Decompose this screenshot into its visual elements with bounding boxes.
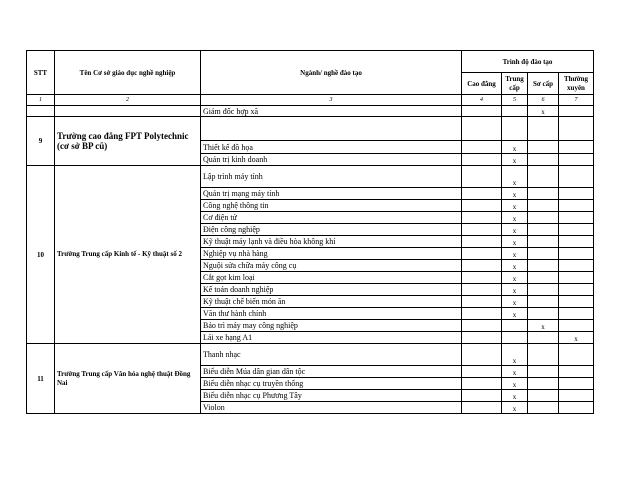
mark-trung-cap bbox=[502, 320, 528, 332]
column-number: 2 bbox=[55, 95, 201, 106]
mark-trung-cap: x bbox=[502, 308, 528, 320]
mark-so-cap bbox=[528, 366, 559, 378]
mark-cao-dang bbox=[462, 344, 502, 366]
mark-thuong-xuyen bbox=[559, 296, 594, 308]
mark-thuong-xuyen bbox=[559, 284, 594, 296]
mark-so-cap bbox=[528, 188, 559, 200]
training-table bbox=[26, 50, 594, 414]
major-cell bbox=[201, 117, 462, 141]
table-row bbox=[27, 117, 594, 141]
major-cell: Biểu diễn nhạc cụ Phương Tây bbox=[201, 390, 462, 402]
mark-so-cap bbox=[528, 166, 559, 188]
mark-cao-dang bbox=[462, 296, 502, 308]
mark-thuong-xuyen bbox=[559, 308, 594, 320]
mark-so-cap bbox=[528, 332, 559, 344]
mark-thuong-xuyen bbox=[559, 224, 594, 236]
mark-cao-dang bbox=[462, 224, 502, 236]
mark-cao-dang bbox=[462, 106, 502, 117]
mark-thuong-xuyen bbox=[559, 272, 594, 284]
column-number: 6 bbox=[528, 95, 559, 106]
mark-so-cap bbox=[528, 200, 559, 212]
major-cell: Quản trị kinh doanh bbox=[201, 154, 462, 166]
column-number: 3 bbox=[201, 95, 462, 106]
major-cell: Cắt gọt kim loại bbox=[201, 272, 462, 284]
mark-trung-cap: x bbox=[502, 390, 528, 402]
mark-trung-cap: x bbox=[502, 260, 528, 272]
mark-trung-cap: x bbox=[502, 272, 528, 284]
mark-cao-dang bbox=[462, 212, 502, 224]
header-so-cap: Sơ cấp bbox=[528, 73, 559, 95]
stt-cell: 10 bbox=[27, 166, 55, 344]
major-cell: Lập trình máy tính bbox=[201, 166, 462, 188]
mark-thuong-xuyen bbox=[559, 390, 594, 402]
mark-trung-cap bbox=[502, 332, 528, 344]
mark-so-cap bbox=[528, 390, 559, 402]
mark-trung-cap: x bbox=[502, 188, 528, 200]
mark-thuong-xuyen bbox=[559, 320, 594, 332]
mark-thuong-xuyen bbox=[559, 344, 594, 366]
mark-so-cap bbox=[528, 402, 559, 414]
mark-trung-cap: x bbox=[502, 224, 528, 236]
major-cell: Biểu diễn nhạc cụ truyền thống bbox=[201, 378, 462, 390]
mark-thuong-xuyen bbox=[559, 378, 594, 390]
mark-cao-dang bbox=[462, 188, 502, 200]
mark-cao-dang bbox=[462, 236, 502, 248]
table-row bbox=[27, 344, 594, 366]
mark-cao-dang bbox=[462, 117, 502, 141]
major-cell: Điện công nghiệp bbox=[201, 224, 462, 236]
mark-trung-cap: x bbox=[502, 248, 528, 260]
mark-so-cap: x bbox=[528, 320, 559, 332]
mark-cao-dang bbox=[462, 308, 502, 320]
mark-so-cap bbox=[528, 260, 559, 272]
header-school: Tên Cơ sở giáo dục nghề nghiệp bbox=[55, 51, 201, 95]
mark-so-cap bbox=[528, 308, 559, 320]
school-cell bbox=[55, 106, 201, 117]
mark-trung-cap: x bbox=[502, 200, 528, 212]
school-cell: Trường Trung cấp Văn hóa nghệ thuật Đồng Nai bbox=[55, 344, 201, 414]
major-cell: Bảo trì máy may công nghiệp bbox=[201, 320, 462, 332]
major-cell: Kỹ thuật máy lạnh và điều hòa không khí bbox=[201, 236, 462, 248]
major-cell: Lái xe hạng A1 bbox=[201, 332, 462, 344]
mark-trung-cap: x bbox=[502, 236, 528, 248]
mark-thuong-xuyen bbox=[559, 260, 594, 272]
header-trung-cap: Trung cấp bbox=[502, 73, 528, 95]
mark-thuong-xuyen bbox=[559, 166, 594, 188]
mark-trung-cap: x bbox=[502, 154, 528, 166]
major-cell: Biểu diễn Múa dân gian dân tộc bbox=[201, 366, 462, 378]
mark-so-cap bbox=[528, 344, 559, 366]
school-cell: Trường Trung cấp Kinh tế - Kỹ thuật số 2 bbox=[55, 166, 201, 344]
mark-so-cap bbox=[528, 236, 559, 248]
column-number: 1 bbox=[27, 95, 55, 106]
mark-so-cap bbox=[528, 296, 559, 308]
header-level-group: Trình độ đào tạo bbox=[462, 51, 594, 73]
mark-so-cap bbox=[528, 154, 559, 166]
mark-so-cap bbox=[528, 378, 559, 390]
mark-cao-dang bbox=[462, 272, 502, 284]
major-cell: Nghiệp vụ nhà hàng bbox=[201, 248, 462, 260]
mark-so-cap: x bbox=[528, 106, 559, 117]
header-stt: STT bbox=[27, 51, 55, 95]
mark-thuong-xuyen bbox=[559, 212, 594, 224]
mark-thuong-xuyen bbox=[559, 141, 594, 154]
major-cell: Nguội sửa chữa máy công cụ bbox=[201, 260, 462, 272]
mark-trung-cap: x bbox=[502, 402, 528, 414]
mark-trung-cap: x bbox=[502, 296, 528, 308]
mark-so-cap bbox=[528, 272, 559, 284]
major-cell: Văn thư hành chính bbox=[201, 308, 462, 320]
mark-trung-cap: x bbox=[502, 344, 528, 366]
mark-so-cap bbox=[528, 248, 559, 260]
stt-cell bbox=[27, 106, 55, 117]
mark-trung-cap bbox=[502, 106, 528, 117]
major-cell: Kỹ thuật chế biến món ăn bbox=[201, 296, 462, 308]
mark-trung-cap: x bbox=[502, 378, 528, 390]
major-cell: Cơ điện tử bbox=[201, 212, 462, 224]
mark-cao-dang bbox=[462, 166, 502, 188]
school-cell: Trường cao đẳng FPT Polytechnic (cơ sở BP cũ) bbox=[55, 117, 201, 166]
mark-trung-cap: x bbox=[502, 366, 528, 378]
mark-so-cap bbox=[528, 141, 559, 154]
mark-cao-dang bbox=[462, 141, 502, 154]
mark-cao-dang bbox=[462, 378, 502, 390]
mark-thuong-xuyen bbox=[559, 188, 594, 200]
column-number: 7 bbox=[559, 95, 594, 106]
mark-trung-cap: x bbox=[502, 284, 528, 296]
header-thuong-xuyen: Thường xuyên bbox=[559, 73, 594, 95]
major-cell: Công nghệ thông tin bbox=[201, 200, 462, 212]
mark-cao-dang bbox=[462, 248, 502, 260]
mark-so-cap bbox=[528, 212, 559, 224]
mark-trung-cap: x bbox=[502, 141, 528, 154]
major-cell: Thanh nhạc bbox=[201, 344, 462, 366]
mark-cao-dang bbox=[462, 200, 502, 212]
mark-thuong-xuyen bbox=[559, 236, 594, 248]
mark-cao-dang bbox=[462, 390, 502, 402]
mark-thuong-xuyen bbox=[559, 248, 594, 260]
major-cell: Violon bbox=[201, 402, 462, 414]
major-cell: Thiết kế đồ họa bbox=[201, 141, 462, 154]
mark-cao-dang bbox=[462, 366, 502, 378]
header-cao-dang: Cao đẳng bbox=[462, 73, 502, 95]
mark-so-cap bbox=[528, 224, 559, 236]
mark-thuong-xuyen bbox=[559, 402, 594, 414]
mark-thuong-xuyen bbox=[559, 117, 594, 141]
mark-cao-dang bbox=[462, 284, 502, 296]
mark-cao-dang bbox=[462, 260, 502, 272]
stt-cell: 11 bbox=[27, 344, 55, 414]
mark-cao-dang bbox=[462, 154, 502, 166]
mark-cao-dang bbox=[462, 332, 502, 344]
major-cell: Quản trị mạng máy tính bbox=[201, 188, 462, 200]
mark-thuong-xuyen bbox=[559, 366, 594, 378]
column-number: 4 bbox=[462, 95, 502, 106]
mark-so-cap bbox=[528, 284, 559, 296]
stt-cell: 9 bbox=[27, 117, 55, 166]
mark-cao-dang bbox=[462, 402, 502, 414]
mark-so-cap bbox=[528, 117, 559, 141]
mark-trung-cap bbox=[502, 117, 528, 141]
mark-cao-dang bbox=[462, 320, 502, 332]
table-row bbox=[27, 106, 594, 117]
mark-thuong-xuyen bbox=[559, 200, 594, 212]
mark-trung-cap: x bbox=[502, 166, 528, 188]
mark-thuong-xuyen bbox=[559, 154, 594, 166]
major-cell: Kế toán doanh nghiệp bbox=[201, 284, 462, 296]
major-cell: Giám đốc hợp xã bbox=[201, 106, 462, 117]
mark-thuong-xuyen bbox=[559, 106, 594, 117]
table-row bbox=[27, 166, 594, 188]
header-major: Ngành/ nghề đào tạo bbox=[201, 51, 462, 95]
mark-trung-cap: x bbox=[502, 212, 528, 224]
mark-thuong-xuyen: x bbox=[559, 332, 594, 344]
column-number: 5 bbox=[502, 95, 528, 106]
